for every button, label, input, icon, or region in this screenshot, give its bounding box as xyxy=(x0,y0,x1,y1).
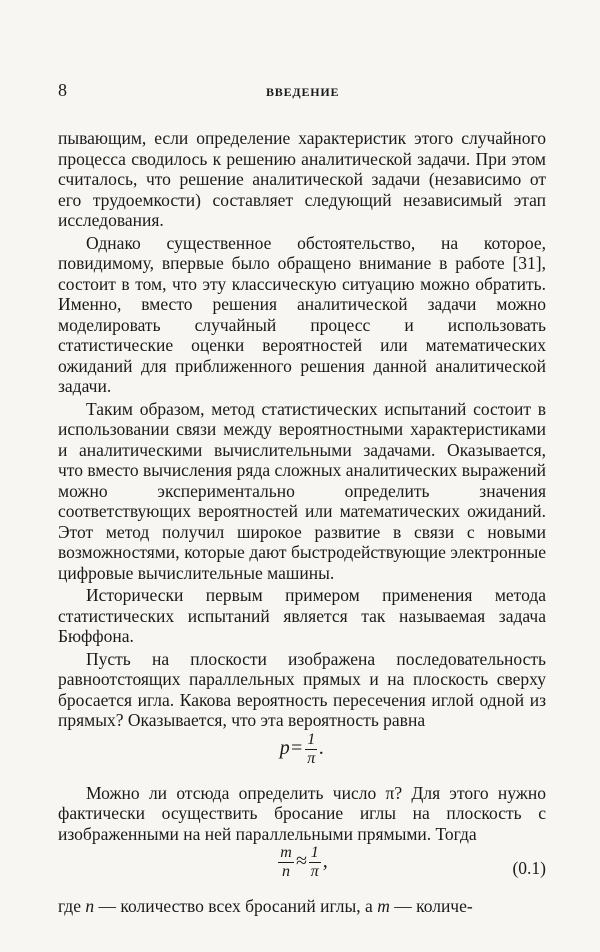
fraction-numerator: m xyxy=(280,844,292,861)
text-fragment: — количе- xyxy=(389,896,473,916)
running-title: ВВЕДЕНИЕ xyxy=(266,85,340,99)
paragraph: Таким образом, метод статистических испытаний состоит в использовании связи между вероятностными характеристиками и аналитическими вычислительными задачами. Оказывается, что вместо вычисления ряда сложных аналитических выражений можно экспериментально определить значения соответствующих вероятностей или математических ожиданий. Этот метод получил широкое развитие в связи с новыми возможностями, которые дают быстродействующие электронные цифровые вычислительные машины. xyxy=(58,398,546,583)
text-fragment: где xyxy=(58,896,86,916)
formula-comma: , xyxy=(322,850,328,873)
approx-sign: ≈ xyxy=(295,850,307,873)
fraction-denominator: π xyxy=(307,749,316,767)
paragraph: Однако существенное обстоятельство, на которое, повидимому, впервые было обращено внимание в работе [31], состоит в том, что эту классическую ситуацию можно обратить. Именно, вместо решения аналитической задачи можно моделировать случайный процесс и использовать статистические оценки вероятностей или математических ожиданий для приближенного решения данной аналитической задачи. xyxy=(58,232,546,396)
fraction xyxy=(305,731,317,768)
formula-0-1 xyxy=(58,844,546,896)
body-text xyxy=(58,128,546,917)
page-number: 8 xyxy=(58,80,67,100)
fraction-denominator: n xyxy=(282,863,290,880)
page-header xyxy=(58,80,546,110)
fraction-denominator: π xyxy=(310,863,319,880)
variable-n: n xyxy=(85,896,95,916)
fraction-numerator: 1 xyxy=(307,730,316,748)
formula-period: . xyxy=(319,736,325,759)
formula-equals: = xyxy=(289,736,304,759)
book-page xyxy=(58,80,546,917)
paragraph: пывающим, если определение характеристик этого случайного процесса сводилось к решению аналитической задачи. При этом считалось, что решение аналитической задачи (независимо от его трудоемкости) составляет следующий независимый этап исследования. xyxy=(58,128,546,230)
variable-m: m xyxy=(377,896,390,916)
text-fragment: — количество всех бросаний иглы, а xyxy=(94,896,378,916)
formula-probability xyxy=(58,731,546,783)
formula-lhs: p xyxy=(279,736,290,759)
fraction-m-over-n xyxy=(278,844,294,881)
fraction-one-over-pi xyxy=(309,844,321,881)
equation-number: (0.1) xyxy=(512,858,546,878)
paragraph: Можно ли отсюда определить число π? Для этого нужно фактически осуществить бросание иглы на плоскость с изображенными на ней параллельными прямыми. Тогда xyxy=(58,782,546,844)
paragraph xyxy=(58,896,546,917)
fraction-numerator: 1 xyxy=(310,844,319,861)
paragraph: Пусть на плоскости изображена последовательность равноотстоящих параллельных прямых и на плоскость сверху бросается игла. Какова вероятность пересечения иглой одной из прямых? Оказывается, что эта вероятность равна xyxy=(58,648,546,730)
paragraph: Исторически первым примером применения метода статистических испытаний является так называемая задача Бюффона. xyxy=(58,585,546,646)
